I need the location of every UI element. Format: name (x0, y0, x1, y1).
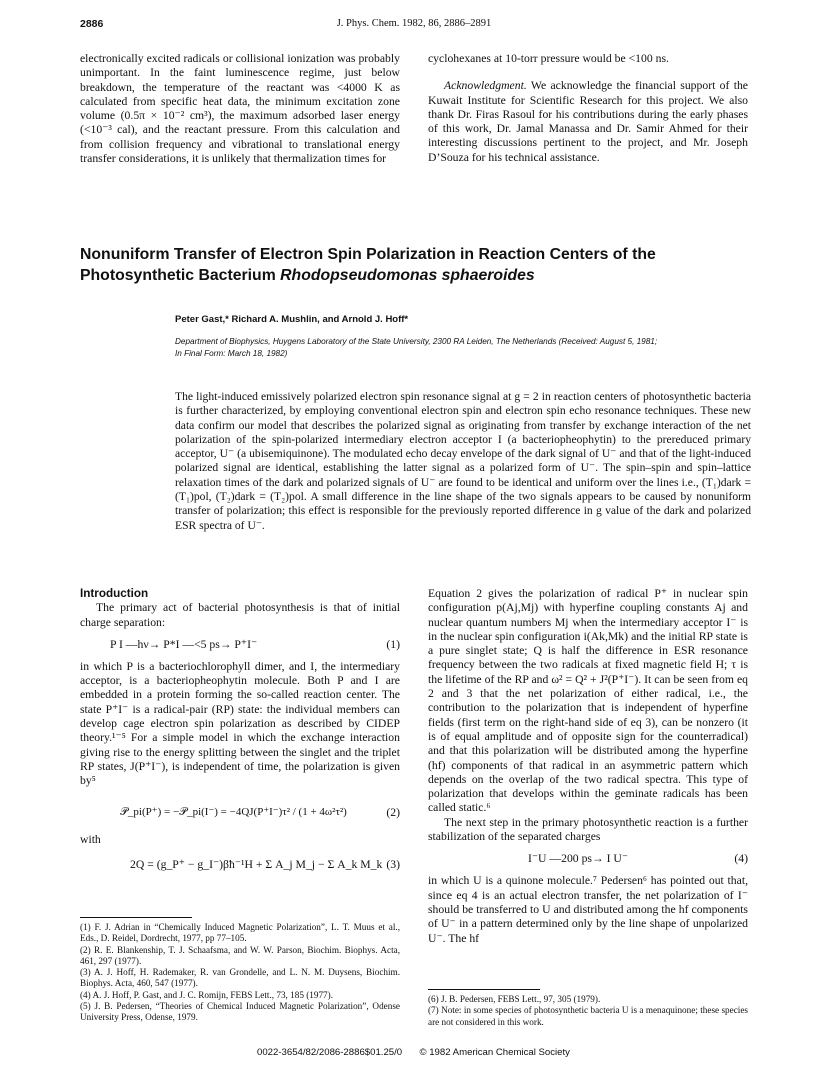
equation-2-number: (2) (386, 805, 400, 819)
prev-article-right-column (428, 52, 748, 165)
equation-1-number: (1) (386, 637, 400, 651)
footer-code: 0022-3654/82/2086-2886$01.25/0 (257, 1047, 403, 1058)
with-text: with (80, 832, 101, 846)
equation-1-content: P I —hν→ P*I —<5 ps→ P⁺I⁻ (110, 637, 258, 651)
body-paragraph-1: Equation 2 gives the polarization of radical P⁺ in nuclear spin configuration p(Aj,Mj) with hyperfine coupling constants Aj and nuclear quantum numbers Mj when the intermediary acceptor I⁻ is in the nuclear spin configuration i(Ak,Mk) and the initial RP state is a pure singlet state; Q is half the difference in ESR resonance frequency between the two radicals at fixed magnetic field H; τ is the lifetime of the RP and ω² = Q² + J²(P⁺I⁻). It can be seen from eq 2 and 3 that the net polarization of either radical, i.e., the contribution to the polarization that is independent of hyperfine fields (first term on the right-hand side of eq 3), can be nonzero (it is of equal amplitude and of opposite sign for the counterradical) and that this polarization will be distributed among the hyperfine (hf) components of that radical in an asymmetric pattern which depends on the overlap of the two radical spectra. This type of polarization that develops within the geminate radicals has been called static.⁶ (428, 587, 748, 815)
journal-citation: J. Phys. Chem. 1982, 86, 2886–2891 (336, 18, 492, 29)
article-title (80, 244, 748, 286)
equation-2 (80, 793, 400, 833)
prev-article-text: electronically excited radicals or collisional ionization was probably unimportant. In the faint luminescence regime, just below breakdown, the temperature of the reactant was <4000 K as calculated from specific heat data, the minimum excitation zone volume (0.5π × 10⁻² cm³), the maximum adsorbed laser energy (<10⁻³ cal), and the reactant pressure. From this calculation and from collision frequency and vibrational to translational energy transfer considerations, it is unlikely that thermalization times for (80, 52, 400, 166)
acknowledgment-text: We acknowledge the financial support of the Kuwait Institute for Scientific Research for this project. We also thank Dr. Firas Rasoul for his contributions during the early phases of this work, Dr. Jamal Manassa and Dr. Samir Ahmed for their interesting discussions pertinent to the project, and Mr. Joseph D’Souza for his technical assistance. (428, 79, 748, 164)
acknowledgment (428, 79, 748, 165)
footnote: (6) J. B. Pedersen, FEBS Lett., 97, 305 (1979). (428, 994, 601, 1004)
equation-4-content: I⁻U —200 ps→ I U⁻ (528, 852, 628, 866)
equation-1 (80, 630, 400, 660)
prev-article-left-column (80, 52, 400, 166)
intro-paragraph-1: The primary act of bacterial photosynthesis is that of initial charge separation: (80, 601, 400, 629)
prev-article-ending: cyclohexanes at 10-torr pressure would be <100 ns. (428, 52, 669, 65)
footnote: (3) A. J. Hoff, H. Rademaker, R. van Grondelle, and L. N. M. Duysens, Biochim. Biophys. Acta, 460, 547 (1977). (80, 967, 400, 989)
acknowledgment-label: Acknowledgment. (444, 79, 527, 93)
footnote: (7) Note: in some species of photosynthetic bacteria U is a menaquinone; these species are not considered in this work. (428, 1005, 748, 1027)
article-title-species: Rhodopseudomonas sphaeroides (280, 267, 535, 284)
footnote-divider-right (428, 989, 540, 990)
footnotes-left (80, 922, 400, 1024)
authors: Peter Gast,* Richard A. Mushlin, and Arnold J. Hoff* (175, 314, 409, 325)
equation-3 (80, 847, 400, 883)
footnotes-right (428, 994, 748, 1028)
footnote: (1) F. J. Adrian in “Chemically Induced Magnetic Polarization”, L. T. Muus et al., Eds., D. Reidel, Dordrecht, 1977, pp 77–105. (80, 922, 400, 944)
body-right-column (428, 587, 748, 946)
intro-paragraph-2: in which P is a bacteriochlorophyll dimer, and I, the intermediary acceptor, is a bacteriopheophytin molecule. Both P and I are embedded in a protein forming the so-called reaction center. The state P⁺I⁻ is a radical-pair (RP) state: the individual members can develop cage electron spin polarization as described by CIDEP theory.¹⁻⁵ For a simple model in which the exchange interaction giving rise to the energy splitting between the singlet and the triplet RP states, J(P⁺I⁻), is independent of time, the polarization is given by⁵ (80, 659, 400, 788)
affiliation-line-2: In Final Form: March 18, 1982) (175, 349, 288, 358)
footer-copyright: © 1982 American Chemical Society (419, 1047, 570, 1058)
equation-4-number: (4) (734, 852, 748, 866)
running-header (80, 18, 748, 32)
equation-3-content: 2Q = (g_P⁺ − g_I⁻)βħ⁻¹H + Σ A_j M_j − Σ A_k M_k (130, 857, 383, 871)
footnote: (2) R. E. Blankenship, T. J. Schaafsma, and W. W. Parson, Biochim. Biophys. Acta, 461, 297 (1977). (80, 944, 400, 966)
affiliation (175, 336, 775, 360)
section-heading-introduction: Introduction (80, 587, 149, 600)
affiliation-line-1: Department of Biophysics, Huygens Laboratory of the State University, 2300 RA Leiden, The Netherlands (Received: August 5, 1981; (175, 337, 658, 346)
footnote: (5) J. B. Pedersen, “Theories of Chemical Induced Magnetic Polarization”, Odense University Press, Odense, 1979. (80, 1001, 400, 1023)
abstract: The light-induced emissively polarized electron spin resonance signal at g = 2 in reaction centers of photosynthetic bacteria is further characterized, by employing conventional electron spin and electron spin echo resonance techniques. These new data confirm our model that describes the polarized signal as originating from transfer by exchange interaction of the net polarization of the spin-polarized intermediary electron acceptor I (a bacteriopheophytin) to the prereduced primary acceptor, U⁻ (a ubisemiquinone). The modulated echo decay envelope of the dark signal of U⁻ and that of the light-induced polarized signal are identical, establishing the latter signal as a polarized form of U⁻. The spin–spin and spin–lattice relaxation times of the dark and polarized signals of U⁻ are found to be identical and uniform over the lines i.e., (T₁)dark = (T₁)pol, (T₂)dark = (T₂)pol. A small difference in the line shape of the two signals appears to be caused by nonuniform transfer of polarization; this effect is responsible for the previously reported difference in g value of the dark and polarized ESR spectra of U⁻. (175, 390, 751, 532)
page-number: 2886 (80, 18, 104, 30)
body-paragraph-3: in which U is a quinone molecule.⁷ Pedersen⁶ has pointed out that, since eq 4 is an actual electron transfer, the net polarization of I⁻ should be transferred to U and distributed among the hf components of U⁻ in a pattern determined only by the line shape of unpolarized U⁻. The hf (428, 874, 748, 945)
article-title-main: Nonuniform Transfer of Electron Spin Polarization in Reaction Centers of the Photosynthetic Bacterium (80, 246, 656, 284)
footnote: (4) A. J. Hoff, P. Gast, and J. C. Romijn, FEBS Lett., 73, 185 (1977). (80, 989, 333, 1000)
body-left-column (80, 587, 400, 883)
body-paragraph-2: The next step in the primary photosynthetic reaction is a further stabilization of the separated charges (428, 815, 748, 844)
equation-2-content: 𝒫_pi(P⁺) = −𝒫_pi(I⁻) = −4QJ(P⁺I⁻)τ² / (1 + 4ω²τ²) (120, 806, 347, 819)
page-footer (0, 1047, 827, 1058)
footnote-divider-left (80, 917, 192, 918)
equation-4 (428, 844, 748, 874)
equation-3-number: (3) (386, 857, 400, 871)
